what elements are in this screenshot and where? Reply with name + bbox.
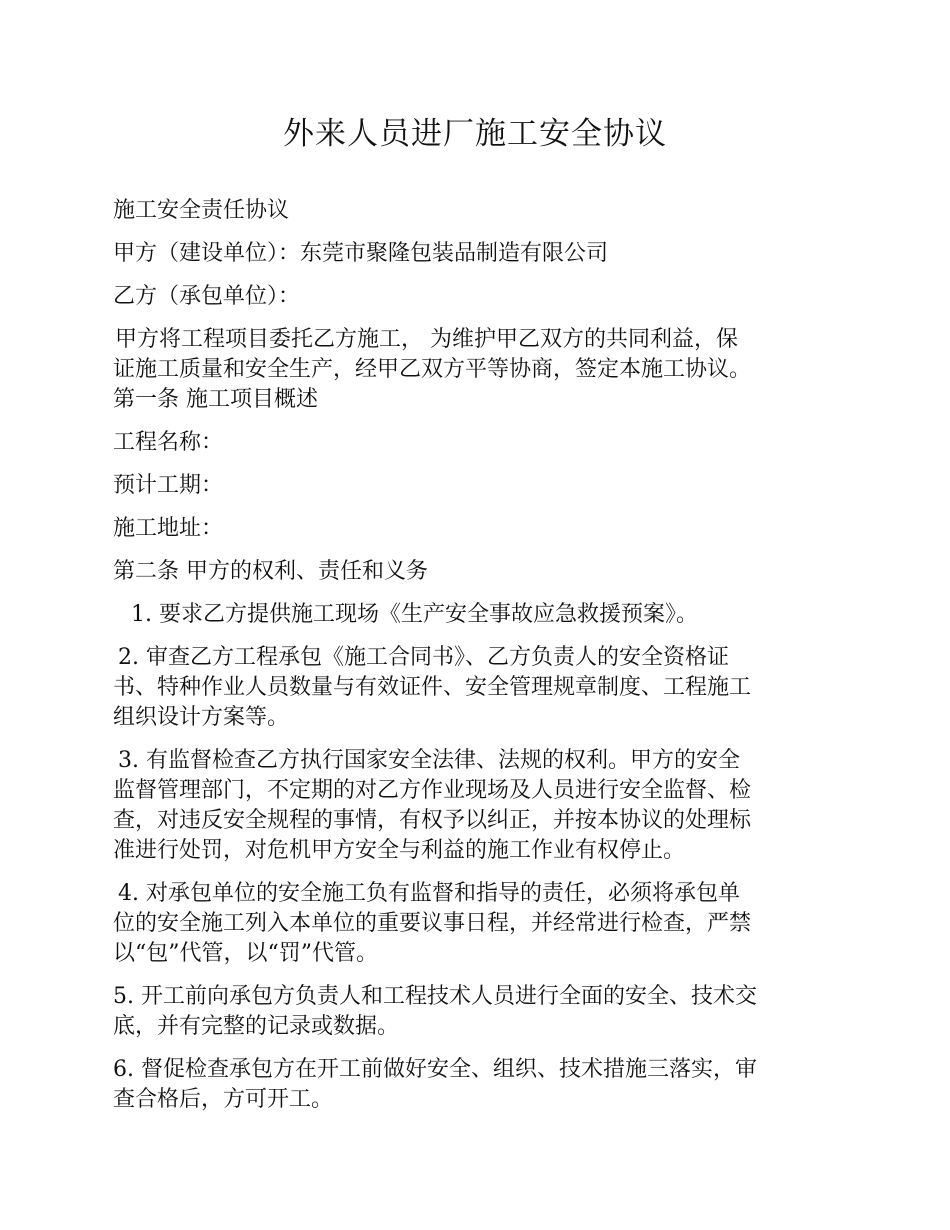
- clause-4-line-2: 位的安全施工列入本单位的重要议事日程，并经常进行检查，严禁: [113, 911, 752, 936]
- clause-3-line-4: 准进行处罚，对危机甲方安全与利益的施工作业有权停止。: [113, 838, 686, 863]
- clause-5-line-1: 5. 开工前向承包方负责人和工程技术人员进行全面的安全、技术交: [113, 984, 757, 1009]
- clause-4-line-3: 以“包”代管，以“罚”代管。: [113, 941, 378, 966]
- clause-1: 1. 要求乙方提供施工现场《生产安全事故应急救援预案》。: [131, 602, 698, 627]
- clause-3-line-3: 查，对违反安全规程的事情，有权予以纠正，并按本协议的处理标: [113, 808, 752, 833]
- agreement-subtitle: 施工安全责任协议: [113, 198, 290, 223]
- clause-6-line-1: 6. 督促检查承包方在开工前做好安全、组织、技术措施三落实，审: [113, 1057, 757, 1082]
- project-duration-field: 预计工期：: [113, 473, 224, 498]
- clause-2-line-3: 组织设计方案等。: [113, 705, 290, 730]
- clause-6-line-2: 查合格后，方可开工。: [113, 1087, 334, 1112]
- clause-5-line-2: 底，并有完整的记录或数据。: [113, 1014, 400, 1039]
- clause-2-line-1: 2. 审查乙方工程承包《施工合同书》、乙方负责人的安全资格证: [118, 645, 729, 670]
- clause-3-line-2: 监督管理部门，不定期的对乙方作业现场及人员进行安全监督、检: [113, 778, 752, 803]
- article-2-heading: 第二条 甲方的权利、责任和义务: [113, 559, 428, 584]
- clause-2-line-2: 书、特种作业人员数量与有效证件、安全管理规章制度、工程施工: [113, 675, 752, 700]
- document-title: 外来人员进厂施工安全协议: [283, 116, 667, 152]
- preamble-line-1: 甲方将工程项目委托乙方施工， 为维护甲乙双方的共同利益，保: [115, 327, 738, 352]
- clause-3-line-1: 3. 有监督检查乙方执行国家安全法律、法规的权利。甲方的安全: [118, 748, 740, 773]
- clause-4-line-1: 4. 对承包单位的安全施工负有监督和指导的责任，必须将承包单: [118, 881, 740, 906]
- document-body: [113, 196, 838, 1115]
- party-b-line: 乙方（承包单位）：: [113, 284, 301, 309]
- party-a-line: 甲方（建设单位）：东莞市聚隆包装品制造有限公司: [113, 241, 609, 266]
- project-name-field: 工程名称：: [113, 430, 224, 455]
- project-address-field: 施工地址：: [113, 516, 224, 541]
- article-1-heading: 第一条 施工项目概述: [113, 387, 318, 412]
- preamble-line-2: 证施工质量和安全生产，经甲乙双方平等协商，签定本施工协议。: [113, 357, 752, 382]
